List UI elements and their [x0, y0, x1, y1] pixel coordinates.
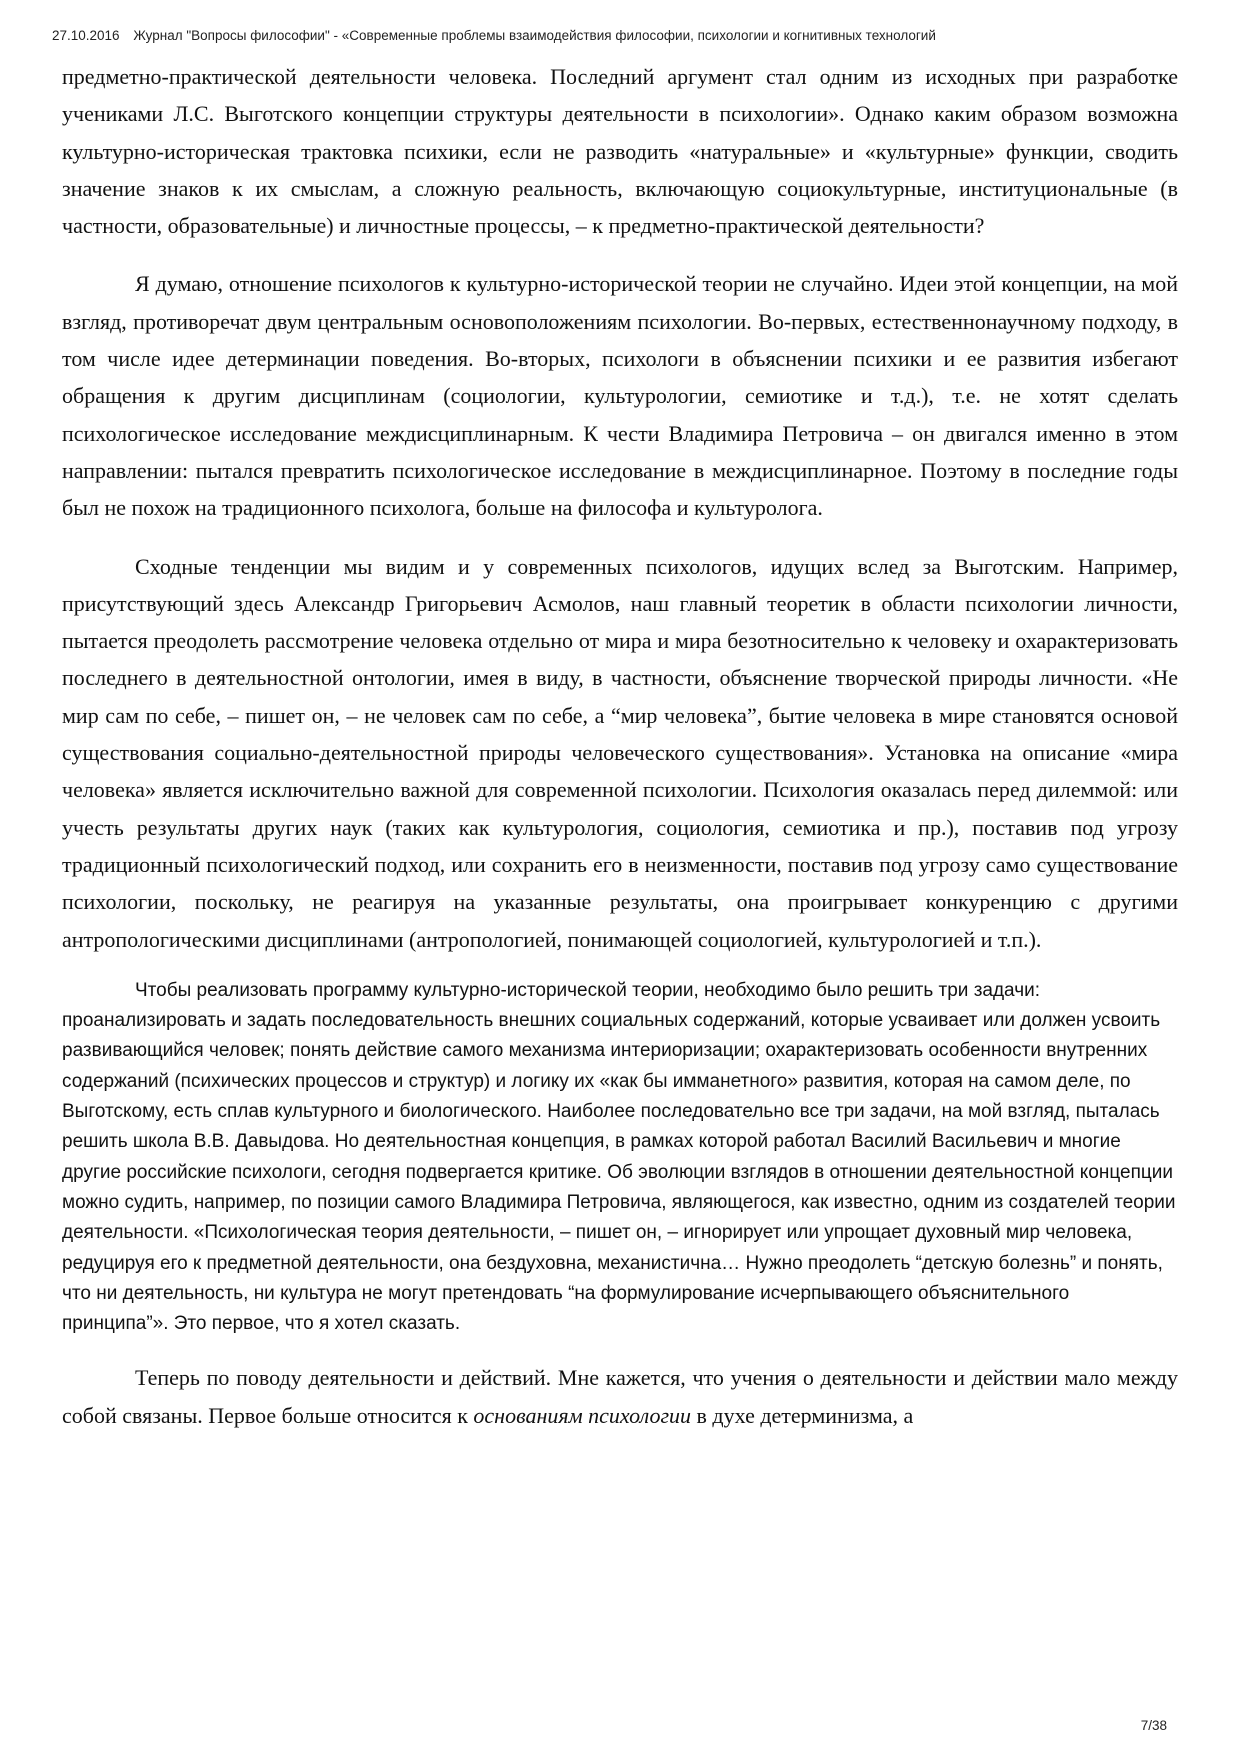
- page-header: [52, 28, 1162, 43]
- page-number: 7/38: [1140, 1718, 1167, 1733]
- paragraph-1: предметно-практической деятельности человека. Последний аргумент стал одним из исходных при разработке учениками Л.С. Выготского концепции структуры деятельности в психологии». Однако каким образом возможна культурно-историческая трактовка психики, если не разводить «натуральные» и «культурные» функции, сводить значение знаков к их смыслам, а сложную реальность, включающую социокультурные, институциональные (в частности, образовательные) и личностные процессы, – к предметно-практической деятельности?: [62, 64, 1178, 239]
- paragraph-5-emphasis: основаниям психологии: [473, 1402, 692, 1428]
- header-title: Журнал "Вопросы философии" - «Современные проблемы взаимодействия философии, психологии и когнитивных технологий: [133, 28, 936, 43]
- paragraph-3: Сходные тенденции мы видим и у современных психологов, идущих вслед за Выготским. Например, присутствующий здесь Александр Григорьевич Асмолов, наш главный теоретик в области психологии личности, пытается преодолеть рассмотрение человека отдельно от мира и мира безотносительно к человеку и охарактеризовать последнего в деятельностной онтологии, имея в виду, в частности, объяснение творческой природы личности. «Не мир сам по себе, – пишет он, – не человек сам по себе, а “мир человека”, бытие человека в мире становятся основой существования социально-деятельностной природы человеческого существования». Установка на описание «мира человека» является исключительно важной для современной психологии. Психология оказалась перед дилеммой: или учесть результаты других наук (таких как культурология, социология, семиотика и пр.), поставив под угрозу традиционный психологический подход, или сохранить его в неизменности, поставив под угрозу само существование психологии, поскольку, не реагируя на указанные результаты, она проигрывает конкуренцию с другими антропологическими дисциплинами (антропологией, понимающей социологией, культурологией и т.п.).: [62, 553, 1178, 952]
- header-date: 27.10.2016: [52, 28, 120, 43]
- paragraph-5-start: Теперь по поводу деятельности и действий. Мне кажется, что учения о деятельности и действии мало между собой связаны. Первое больше относится к: [62, 1365, 1178, 1428]
- paragraph-5-end: в духе детерминизма, а: [691, 1402, 914, 1428]
- paragraph-2: Я думаю, отношение психологов к культурно-исторической теории не случайно. Идеи этой концепции, на мой взгляд, противоречат двум центральным основоположениям психологии. Во-первых, естественнонаучному подходу, в том числе идее детерминации поведения. Во-вторых, психологи в объяснении психики и ее развития избегают обращения к другим дисциплинам (социологии, культурологии, семиотике и т.д.), т.е. не хотят сделать психологическое исследование междисциплинарным. К чести Владимира Петровича – он двигался именно в этом направлении: пытался превратить психологическое исследование в междисциплинарное. Поэтому в последние годы был не похож на традиционного психолога, больше на философа и культуролога.: [62, 271, 1178, 521]
- paragraph-4: Чтобы реализовать программу культурно-исторической теории, необходимо было решить три задачи: проанализировать и задать последовательность внешних социальных содержаний, которые усваивает или должен усвоить развивающийся человек; понять действие самого механизма интериоризации; охарактеризовать особенности внутренних содержаний (психических процессов и структур) и логику их «как бы имманетного» развития, которая на самом деле, по Выготскому, есть сплав культурного и биологического. Наиболее последовательно все три задачи, на мой взгляд, пыталась решить школа В.В. Давыдова. Но деятельностная концепция, в рамках которой работал Василий Васильевич и многие другие российские психологи, сегодня подвергается критике. Об эволюции взглядов в отношении деятельностной концепции можно судить, например, по позиции самого Владимира Петровича, являющегося, как известно, одним из создателей теории деятельности. «Психологическая теория деятельности, – пишет он, – игнорирует или упрощает духовный мир человека, редуцируя его к предметной деятельности, она бездуховна, механистична… Нужно преодолеть “детскую болезнь” и понять, что ни деятельность, ни культура не могут претендовать “на формулирование исчерпывающего объяснительного принципа”». Это первое, что я хотел сказать.: [62, 979, 1176, 1335]
- paragraph-5: [62, 1359, 1178, 1434]
- article-body: [62, 58, 1178, 1434]
